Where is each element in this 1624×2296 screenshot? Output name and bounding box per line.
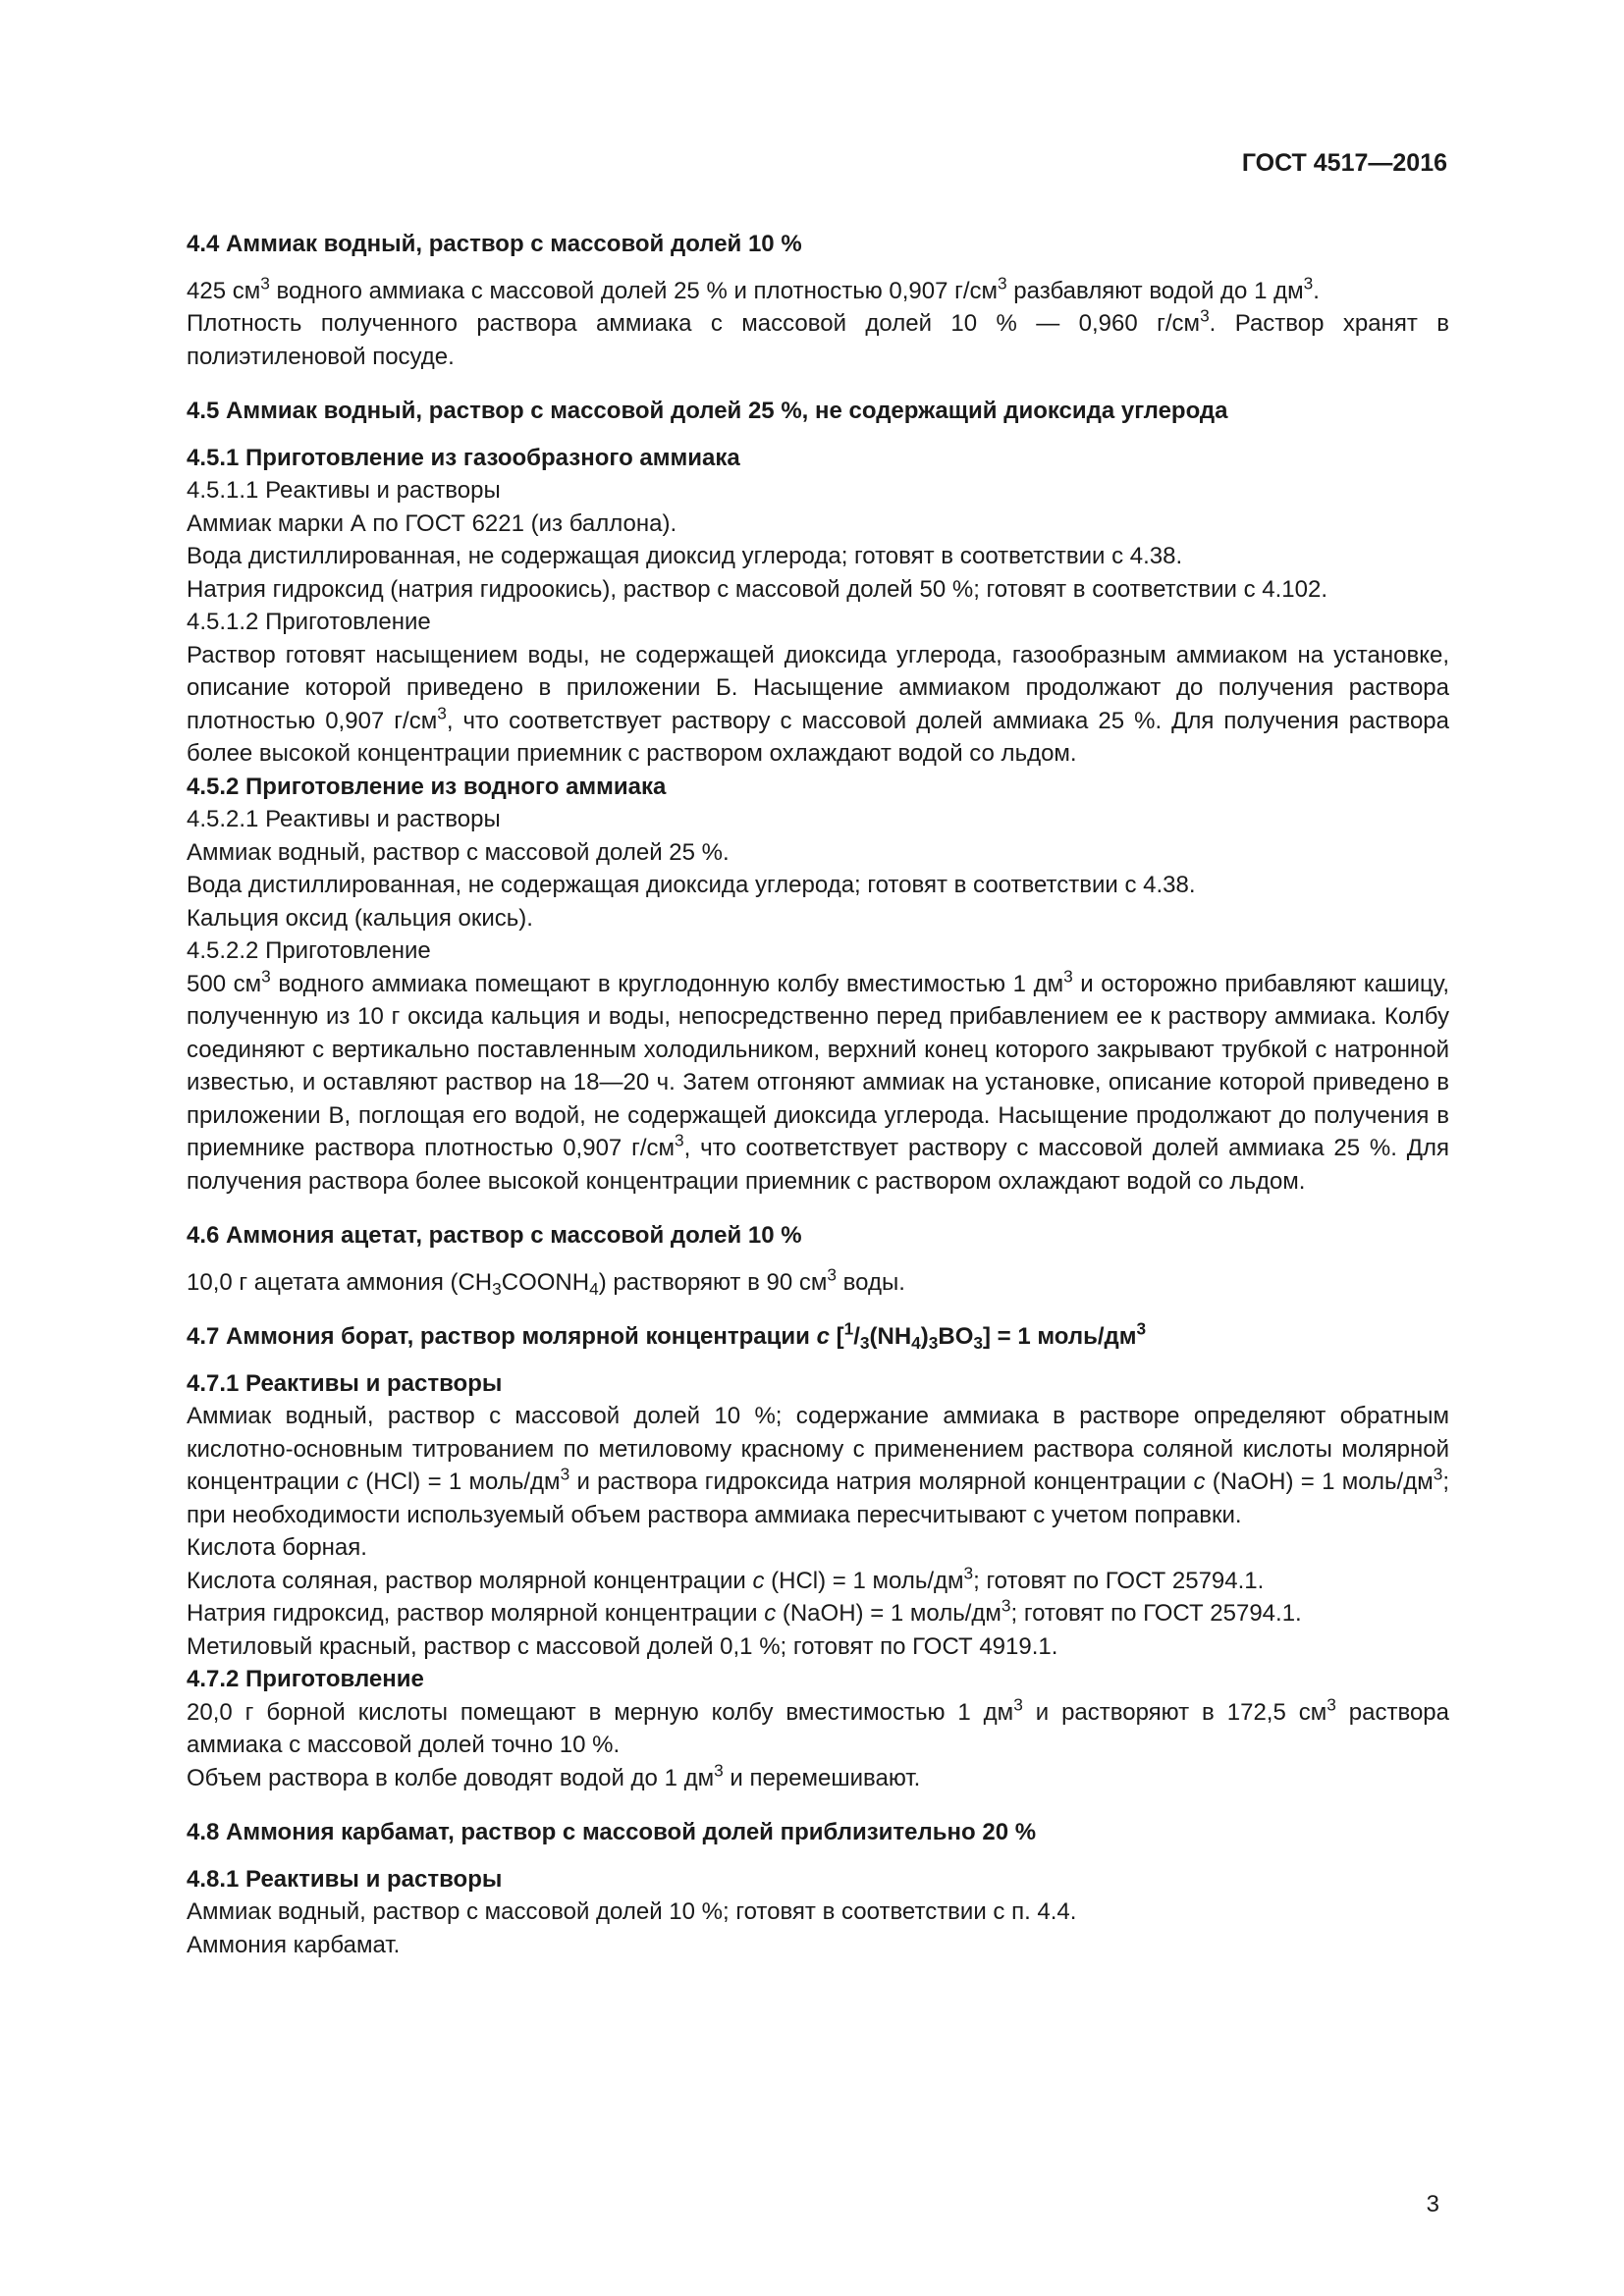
paragraph: Аммиак водный, раствор с массовой долей 10 %; содержание аммиака в растворе определяют обратным кислотно-основным титрованием по метиловому красному с применением раствора соляной кислоты молярной концентрации c (HCl) = 1 моль/$дм^3$ и раствора гидроксида натрия молярной концентрации c (NaOH) = 1 моль/$дм^3$; при необходимости используемый объем раствора аммиака пересчитывают с учетом поправки. <box>187 1403 1449 1528</box>
reagent-item: Вода дистиллированная, не содержащая диоксид углерода; готовят в соответствии с 4.38. <box>187 543 1183 569</box>
paragraph: Объем раствора в колбе доводят водой до 1 $дм^3$ и перемешивают. <box>187 1760 921 1791</box>
reagent-item: Натрия гидроксид, раствор молярной концентрации c (NaOH) = 1 моль/$дм^3$; готовят по ГОСТ 25794.1. <box>187 1595 1302 1627</box>
reagent-item: Аммиак марки А по ГОСТ 6221 (из баллона). <box>187 509 677 537</box>
reagent-item: Метиловый красный, раствор с массовой долей 0,1 %; готовят по ГОСТ 4919.1. <box>187 1632 1058 1660</box>
subsection-heading-4-8-1: 4.8.1 Реактивы и растворы <box>187 1865 503 1893</box>
reagent-item: Кислота борная. <box>187 1534 367 1561</box>
section-heading-4-4: 4.4 Аммиак водный, раствор с массовой долей 10 % <box>187 231 802 257</box>
reagent-item: Кислота соляная, раствор молярной концентрации c (HCl) = 1 моль/$дм^3$; готовят по ГОСТ 25794.1. <box>187 1563 1265 1594</box>
reagent-item: Аммиак водный, раствор с массовой долей 25 %. <box>187 838 730 866</box>
subsection-heading-4-5-1: 4.5.1 Приготовление из газообразного аммиака <box>187 444 740 471</box>
reagent-item: Вода дистиллированная, не содержащая диоксида углерода; готовят в соответствии с 4.38. <box>187 872 1196 898</box>
section-heading-4-7: 4.7 Аммония борат, раствор молярной концентрации c $[^1/_3(NH_4)_3BO_3] = 1$ моль/$дм^3$ <box>187 1318 1147 1354</box>
reagent-item: Кальция оксид (кальция окись). <box>187 904 533 932</box>
paragraph: Раствор готовят насыщением воды, не содержащей диоксида углерода, газообразным аммиаком на установке, описание которой приведено в приложении Б. Насыщение аммиаком продолжают до получения раствора плотностью 0,907 $г/см^3$, что соответствует раствору с массовой долей аммиака 25 %. Для получения раствора более высокой концентрации приемник с раствором охлаждают водой со льдом. <box>187 641 1450 767</box>
clause-heading-4-5-2-1: 4.5.2.1 Реактивы и растворы <box>187 806 501 832</box>
reagent-item: Аммиак водный, раствор с массовой долей 10 %; готовят в соответствии с п. 4.4. <box>187 1898 1077 1925</box>
section-heading-4-5: 4.5 Аммиак водный, раствор с массовой долей 25 %, не содержащий диоксида углерода <box>187 398 1228 424</box>
section-heading-4-8: 4.8 Аммония карбамат, раствор с массовой долей приблизительно 20 % <box>187 1819 1037 1845</box>
clause-heading-4-5-1-2: 4.5.1.2 Приготовление <box>187 609 431 635</box>
subsection-heading-4-7-1: 4.7.1 Реактивы и растворы <box>187 1369 503 1397</box>
subsection-heading-4-7-2: 4.7.2 Приготовление <box>187 1666 424 1692</box>
document-code: ГОСТ 4517—2016 <box>1241 149 1447 177</box>
document-body <box>118 228 1449 1961</box>
paragraph: 500 $см^3$ водного аммиака помещают в круглодонную колбу вместимостью 1 $дм^3$ и осторожно прибавляют кашицу, полученную из 10 г оксида кальция и воды, непосредственно перед прибавлением ее к раствору аммиака. Колбу соединяют с вертикально поставленным холодильником, верхний конец которого закрывают трубкой с натронной известью, и оставляют раствор на 18—20 ч. Затем отгоняют аммиак на установке, описание которой приведено в приложении В, поглощая его водой, не содержащей диоксида углерода. Насыщение продолжают до получения в приемнике раствора плотностью 0,907 $г/см^3$, что соответствует раствору с массовой долей аммиака 25 %. Для получения раствора более высокой концентрации приемник с раствором охлаждают водой со льдом. <box>187 966 1450 1195</box>
section-heading-4-6: 4.6 Аммония ацетат, раствор с массовой долей 10 % <box>187 1222 802 1249</box>
paragraph: 10,0 г ацетата аммония $(CH_3COONH_4)$ растворяют в 90 $см^3$ воды. <box>187 1264 905 1299</box>
paragraph: 20,0 г борной кислоты помещают в мерную колбу вместимостью 1 $дм^3$ и растворяют в 172,5 $см^3$ раствора аммиака с массовой долей точно 10 %. <box>187 1694 1449 1758</box>
subsection-heading-4-5-2: 4.5.2 Приготовление из водного аммиака <box>187 773 667 800</box>
paragraph: Плотность полученного раствора аммиака с массовой долей 10 % — 0,960 $г/см^3$. Раствор хранят в полиэтиленовой посуде. <box>187 305 1449 370</box>
clause-heading-4-5-1-1: 4.5.1.1 Реактивы и растворы <box>187 477 501 504</box>
reagent-item: Натрия гидроксид (натрия гидроокись), раствор с массовой долей 50 %; готовят в соответствии с 4.102. <box>187 575 1328 603</box>
reagent-item: Аммония карбамат. <box>187 1931 401 1958</box>
page-number: 3 <box>1426 2191 1439 2217</box>
clause-heading-4-5-2-2: 4.5.2.2 Приготовление <box>187 937 431 964</box>
paragraph: 425 $см^3$ водного аммиака с массовой долей 25 % и плотностью 0,907 $г/см^3$ разбавляют водой до 1 $дм^3$. <box>187 273 1320 304</box>
